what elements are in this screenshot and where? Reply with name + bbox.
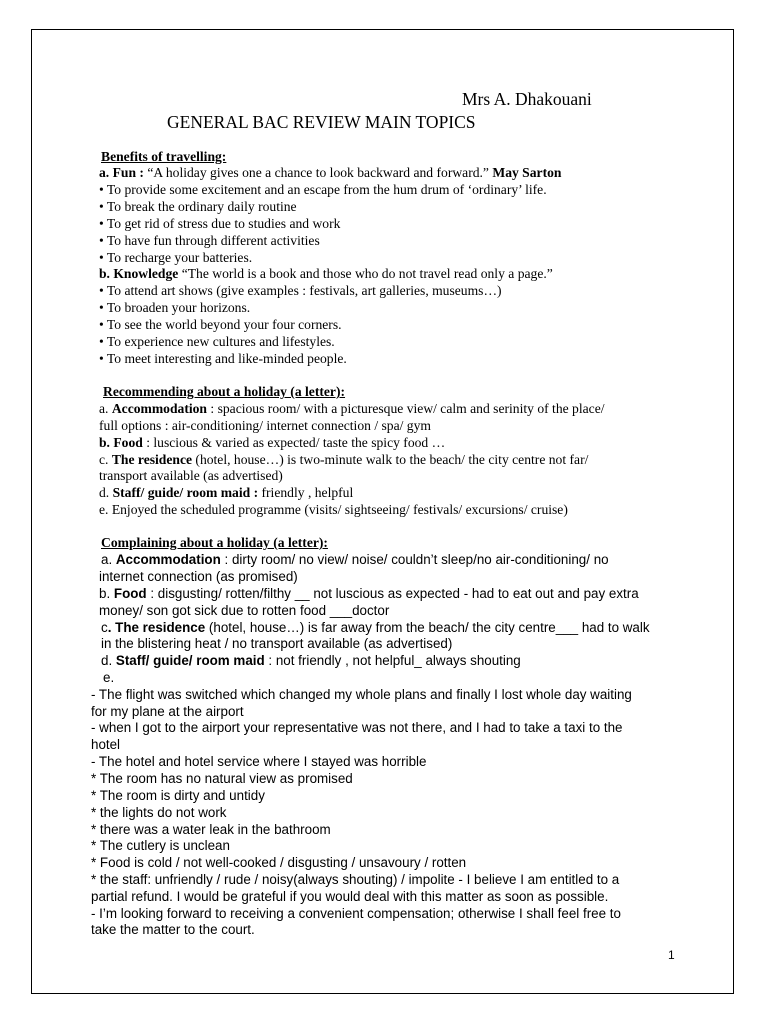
rec-programme: e. Enjoyed the scheduled programme (visits/ sightseeing/ festivals/ excursions/ cruise) <box>99 502 568 517</box>
list-item: • To get rid of stress due to studies and work <box>99 216 341 231</box>
knowledge-label: b. Knowledge <box>99 266 179 281</box>
list-item: • To have fun through different activities <box>99 233 320 248</box>
rec-accommodation-cont: full options : air-conditioning/ internet connection / spa/ gym <box>99 418 431 433</box>
complaint-line: - I’m looking forward to receiving a convenient compensation; otherwise I shall feel free to <box>91 906 621 921</box>
fun-quote: “A holiday gives one a chance to look backward and forward.” <box>143 165 493 180</box>
complaint-line: take the matter to the court. <box>91 922 255 937</box>
rec-residence <box>99 451 588 468</box>
comp-staff-label: Staff/ guide/ room maid <box>115 653 265 668</box>
comp-accommodation-cont: internet connection (as promised) <box>99 569 298 584</box>
complaint-line: hotel <box>91 737 121 752</box>
comp-food-cont: money/ son got sick due to rotten food ___doctor <box>99 603 390 618</box>
complaint-line: - The flight was switched which changed my whole plans and finally I lost whole day waiting <box>91 687 632 702</box>
list-item: • To provide some excitement and an escape from the hum drum of ‘ordinary’ life. <box>99 182 547 197</box>
list-item: • To attend art shows (give examples : festivals, art galleries, museums…) <box>99 283 502 298</box>
complaint-line: - when I got to the airport your representative was not there, and I had to take a taxi to the <box>91 720 623 735</box>
fun-line <box>99 164 561 181</box>
knowledge-line <box>99 265 553 282</box>
complaint-line: * there was a water leak in the bathroom <box>91 822 331 837</box>
comp-accommodation <box>101 551 609 568</box>
recommending-heading: Recommending about a holiday (a letter): <box>103 384 346 399</box>
comp-staff-text: : not friendly , not helpful_ always shouting <box>264 653 521 668</box>
comp-residence-label: . The residence <box>107 620 206 635</box>
author-name: Mrs A. Dhakouani <box>462 89 592 109</box>
rec-food <box>99 434 445 451</box>
complaint-line: * Food is cold / not well-cooked / disgusting / unsavoury / rotten <box>91 855 467 870</box>
knowledge-quote: “The world is a book and those who do not travel read only a page.” <box>178 266 553 281</box>
complaint-line: - The hotel and hotel service where I stayed was horrible <box>91 754 427 769</box>
page-number: 1 <box>668 948 675 962</box>
rec-accommodation <box>99 400 605 417</box>
rec-staff <box>99 484 353 501</box>
comp-residence-text: (hotel, house…) is far away from the beach/ the city centre___ had to walk <box>205 620 650 635</box>
list-item: • To experience new cultures and lifestyles. <box>99 334 335 349</box>
item-prefix: d. <box>101 653 116 668</box>
comp-accommodation-text: : dirty room/ no view/ noise/ couldn’t sleep/no air-conditioning/ no <box>220 552 609 567</box>
rec-accommodation-text: : spacious room/ with a picturesque view/ calm and serinity of the place/ <box>207 401 605 416</box>
item-prefix: a. <box>101 552 116 567</box>
list-item: • To broaden your horizons. <box>99 300 251 315</box>
complaint-line: partial refund. I would be grateful if you would deal with this matter as soon as possible. <box>91 889 609 904</box>
complaint-line: * the lights do not work <box>91 805 227 820</box>
page-title: GENERAL BAC REVIEW MAIN TOPICS <box>167 112 476 132</box>
comp-residence <box>101 619 650 636</box>
rec-staff-text: friendly , helpful <box>258 485 354 500</box>
complaint-line: * the staff: unfriendly / rude / noisy(always shouting) / impolite - I believe I am entitled to a <box>91 872 620 887</box>
item-prefix: c <box>101 620 108 635</box>
fun-label: a. Fun : <box>99 165 144 180</box>
list-item: • To meet interesting and like-minded people. <box>99 351 347 366</box>
complaint-line: for my plane at the airport <box>91 704 244 719</box>
complaint-line: * The cutlery is unclean <box>91 838 230 853</box>
benefits-heading: Benefits of travelling: <box>101 149 227 164</box>
rec-accommodation-label: Accommodation <box>111 401 207 416</box>
complaint-line: * The room has no natural view as promised <box>91 771 353 786</box>
rec-residence-label: The residence <box>111 452 193 467</box>
rec-food-label: b. Food <box>99 435 143 450</box>
fun-author: May Sarton <box>492 165 562 180</box>
complaining-heading: Complaining about a holiday (a letter): <box>101 535 328 550</box>
complaint-line: * The room is dirty and untidy <box>91 788 265 803</box>
rec-residence-text: (hotel, house…) is two-minute walk to the beach/ the city centre not far/ <box>192 452 589 467</box>
list-item: • To recharge your batteries. <box>99 250 253 265</box>
item-prefix: c. <box>99 452 112 467</box>
comp-food-text: : disgusting/ rotten/filthy __ not luscious as expected - had to eat out and pay extra <box>146 586 639 601</box>
comp-accommodation-label: Accommodation <box>115 552 221 567</box>
comp-e-label: e. <box>103 670 115 685</box>
comp-food-label: Food <box>113 586 147 601</box>
rec-food-text: : luscious & varied as expected/ taste the spicy food … <box>142 435 446 450</box>
comp-residence-cont: in the blistering heat / no transport available (as advertised) <box>101 636 453 651</box>
item-prefix: a. <box>99 401 112 416</box>
list-item: • To break the ordinary daily routine <box>99 199 297 214</box>
comp-food <box>99 585 639 602</box>
item-prefix: b. <box>99 586 114 601</box>
list-item: • To see the world beyond your four corners. <box>99 317 342 332</box>
rec-residence-cont: transport available (as advertised) <box>99 468 283 483</box>
comp-staff <box>101 652 521 669</box>
item-prefix: d. <box>99 485 113 500</box>
rec-staff-label: Staff/ guide/ room maid : <box>112 485 259 500</box>
